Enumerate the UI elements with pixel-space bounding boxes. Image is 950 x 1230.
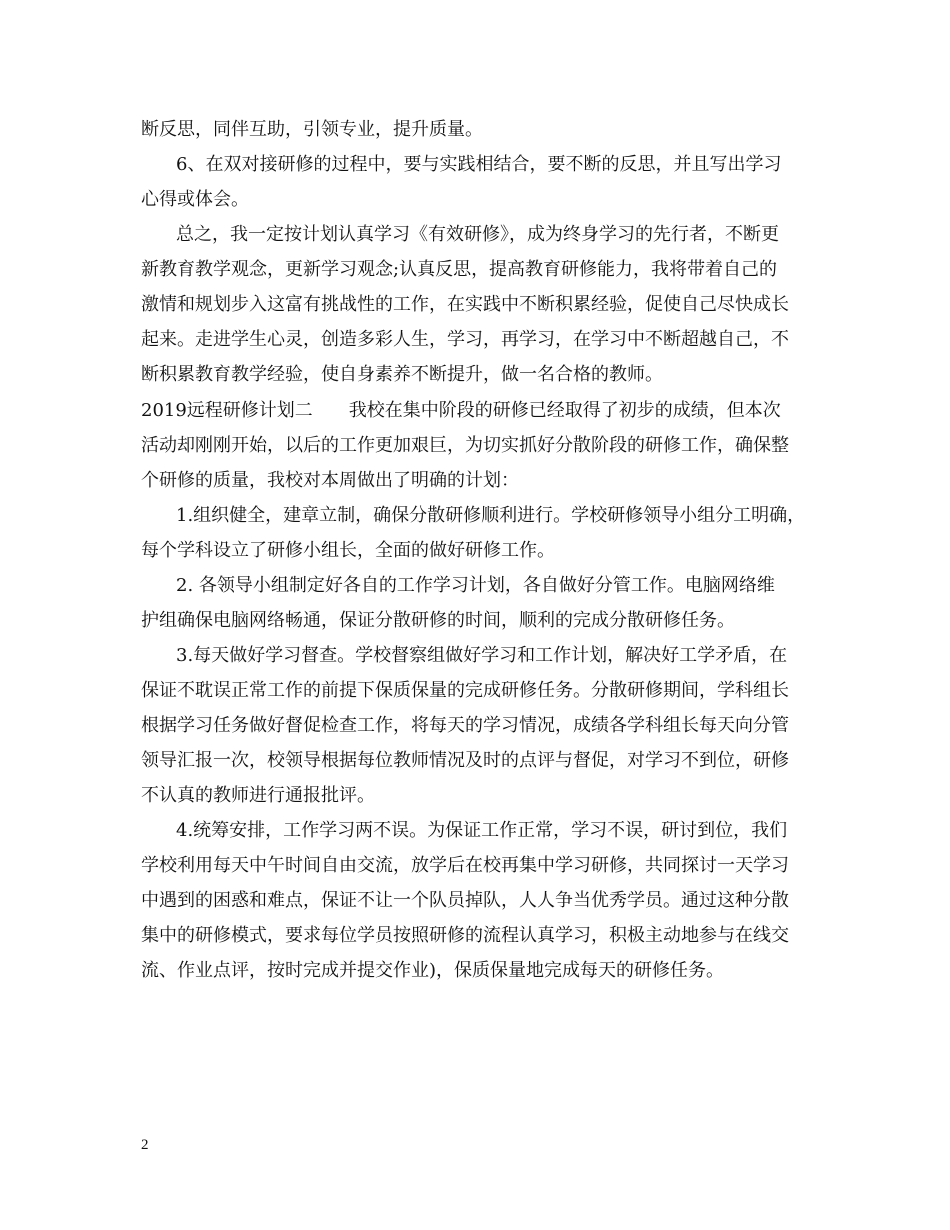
page-number: 2	[141, 1137, 149, 1153]
text-line: 个研修的质量，我校对本周做出了明确的计划：	[141, 470, 519, 491]
text-line: 1.组织健全，建章立制，确保分散研修顺利进行。学校研修领导小组分工明确，	[176, 505, 806, 526]
text-line: 2. 各领导小组制定好各自的工作学习计划，各自做好分管工作。电脑网络维	[176, 575, 775, 596]
text-line: 断积累教育教学经验，使自身素养不断提升，做一名合格的教师。	[141, 364, 663, 385]
text-line: 总之，我一定按计划认真学习《有效研修》，成为终身学习的先行者，不断更	[176, 224, 779, 245]
text-line: 不认真的教师进行通报批评。	[141, 785, 375, 806]
text-line: 学校利用每天中午时间自由交流，放学后在校再集中学习研修，共同探讨一天学习	[141, 855, 789, 876]
text-line: 4.统筹安排，工作学习两不误。为保证工作正常，学习不误，研讨到位，我们	[176, 820, 788, 841]
text-line: 心得或体会。	[141, 189, 249, 210]
text-line: 3.每天做好学习督查。学校督察组做好学习和工作计划，解决好工学矛盾，在	[176, 645, 788, 666]
text-line: 领导汇报一次，校领导根据每位教师情况及时的点评与督促，对学习不到位，研修	[141, 750, 789, 771]
text-line: 新教育教学观念，更新学习观念;认真反思，提高教育研修能力，我将带着自己的	[141, 259, 778, 280]
text-line: 中遇到的困惑和难点，保证不让一个队员掉队，人人争当优秀学员。通过这种分散	[141, 890, 789, 911]
text-line: 根据学习任务做好督促检查工作，将每天的学习情况，成绩各学科组长每天向分管	[141, 715, 789, 736]
text-line: 护组确保电脑网络畅通，保证分散研修的时间，顺利的完成分散研修任务。	[141, 610, 735, 631]
text-line: 每个学科设立了研修小组长，全面的做好研修工作。	[141, 540, 555, 561]
text-line: 断反思，同伴互助，引领专业，提升质量。	[141, 119, 483, 140]
text-line: 活动却刚刚开始，以后的工作更加艰巨，为切实抓好分散阶段的研修工作，确保整	[141, 435, 789, 456]
text-line: 集中的研修模式，要求每位学员按照研修的流程认真学习，积极主动地参与在线交	[141, 925, 789, 946]
text-line: 起来。走进学生心灵，创造多彩人生，学习，再学习，在学习中不断超越自己，不	[141, 329, 789, 350]
text-line: 流、作业点评，按时完成并提交作业)，保质保量地完成每天的研修任务。	[141, 960, 725, 981]
text-line: 保证不耽误正常工作的前提下保质保量的完成研修任务。分散研修期间，学科组长	[141, 680, 789, 701]
text-line: 6、在双对接研修的过程中，要与实践相结合，要不断的反思，并且写出学习	[176, 154, 782, 175]
text-line: 激情和规划步入这富有挑战性的工作，在实践中不断积累经验，促使自己尽快成长	[141, 294, 789, 315]
section-heading-line: 2019远程研修计划二 我校在集中阶段的研修已经取得了初步的成绩，但本次	[141, 400, 781, 421]
